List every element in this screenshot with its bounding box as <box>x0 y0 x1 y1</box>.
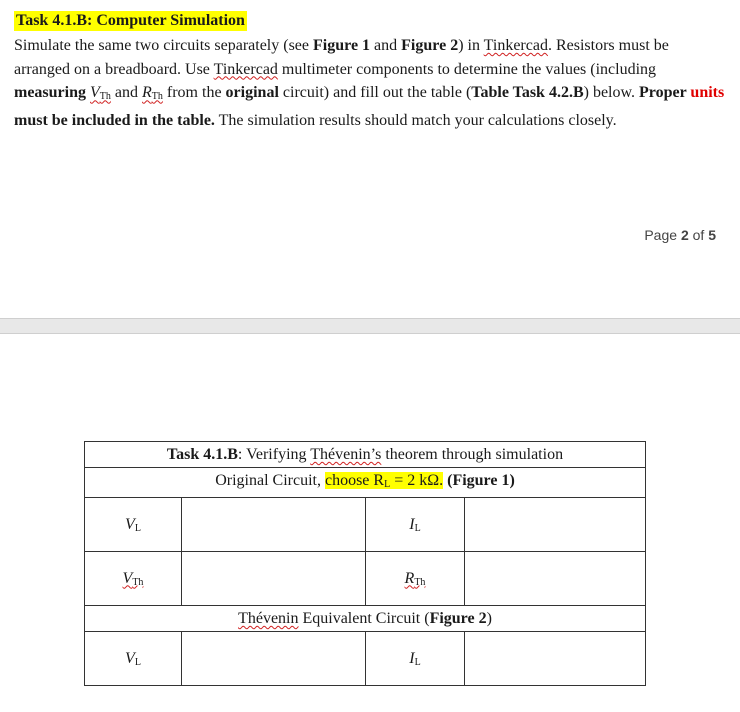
page-number <box>644 227 716 243</box>
original-word: original <box>225 84 279 102</box>
title-task: Task 4.1.B <box>166 446 238 463</box>
symbol-letter: I <box>409 649 415 667</box>
original-circuit-header <box>85 468 646 498</box>
units-word: units <box>690 84 725 102</box>
page-break <box>0 318 740 334</box>
symbol-sub: L <box>414 522 421 534</box>
table-ref: Table Task 4.2.B <box>471 84 584 102</box>
text-run: ) below. <box>583 84 640 102</box>
symbol-sub: L <box>134 656 141 668</box>
vl-label <box>85 498 182 552</box>
page-prefix: Page <box>644 227 681 243</box>
equiv-thevenin: Thévenin <box>238 610 299 627</box>
rth-label <box>366 552 465 606</box>
orig-figure: (Figure 1) <box>443 472 515 489</box>
symbol-letter: R <box>142 84 152 102</box>
title-text: theorem through simulation <box>381 446 564 463</box>
table-title-row <box>85 442 646 468</box>
orig-sub: L <box>384 479 391 490</box>
proper-word: Proper <box>639 84 691 102</box>
symbol-sub: L <box>414 656 421 668</box>
rth-symbol <box>405 570 426 587</box>
page-current: 2 <box>680 227 689 243</box>
page-top <box>0 0 740 318</box>
symbol-letter: V <box>122 569 133 587</box>
symbol-sub: Th <box>414 576 426 588</box>
text-run: and <box>110 84 142 102</box>
figure-1-ref: Figure 1 <box>313 37 371 54</box>
vth-symbol <box>90 84 111 101</box>
vth-value-cell[interactable] <box>182 552 366 606</box>
symbol-letter: I <box>409 515 415 533</box>
symbol-letter: R <box>404 569 415 587</box>
vl2-label <box>85 632 182 686</box>
equiv-text: Equivalent Circuit ( <box>298 610 430 627</box>
text-run: multimeter components to determine the values (including <box>277 60 657 78</box>
il2-label <box>366 632 465 686</box>
vth-symbol <box>123 570 144 587</box>
figure-2-ref: Figure 2 <box>401 37 459 54</box>
page-of: of <box>688 227 709 243</box>
original-circuit-row <box>85 468 646 498</box>
symbol-sub: Th <box>151 91 163 103</box>
symbol-sub: L <box>134 522 141 534</box>
orig-eq: = 2 kΩ. <box>390 472 444 489</box>
instructions-paragraph <box>14 34 726 133</box>
equivalent-circuit-header <box>85 606 646 632</box>
text-run: circuit) and fill out the table ( <box>278 84 472 102</box>
vl2-value-cell[interactable] <box>182 632 366 686</box>
page-total: 5 <box>708 227 716 243</box>
equivalent-circuit-row <box>85 606 646 632</box>
il-value-cell[interactable] <box>465 498 646 552</box>
table-row <box>85 632 646 686</box>
orig-text: Original Circuit, <box>215 472 325 489</box>
text-run: from the <box>162 84 226 102</box>
table-row <box>85 552 646 606</box>
title-thevenins: Thévenin’s <box>310 446 382 463</box>
text-run: The simulation results should match your calculations closely. <box>214 112 617 130</box>
equiv-text: ) <box>486 610 492 627</box>
table-row <box>85 498 646 552</box>
orig-choose: choose R <box>324 472 385 489</box>
text-run: . Resistors must be arranged on a breadboard. Use <box>14 37 669 78</box>
text-run: Simulate the same two circuits separately (see <box>14 37 314 54</box>
text-run: and <box>370 37 402 54</box>
rth-value-cell[interactable] <box>465 552 646 606</box>
must-include-text: must be included in the table. <box>14 112 215 130</box>
vl-value-cell[interactable] <box>182 498 366 552</box>
symbol-letter: V <box>125 649 135 667</box>
tinkercad-word: Tinkercad <box>483 37 548 54</box>
equiv-figure: Figure 2 <box>429 610 487 627</box>
orig-highlight <box>325 472 443 489</box>
results-table <box>84 441 646 686</box>
rth-symbol <box>142 84 163 101</box>
vth-label <box>85 552 182 606</box>
table-title <box>85 442 646 468</box>
il2-value-cell[interactable] <box>465 632 646 686</box>
symbol-letter: V <box>90 84 100 102</box>
text-run: ) in <box>458 37 484 54</box>
symbol-sub: Th <box>132 576 144 588</box>
task-heading: Task 4.1.B: Computer Simulation <box>16 12 245 29</box>
tinkercad-word: Tinkercad <box>213 60 278 78</box>
measuring-word: measuring <box>14 84 86 102</box>
il-label <box>366 498 465 552</box>
symbol-sub: Th <box>99 91 111 103</box>
symbol-letter: V <box>125 515 135 533</box>
title-text: : Verifying <box>237 446 311 463</box>
